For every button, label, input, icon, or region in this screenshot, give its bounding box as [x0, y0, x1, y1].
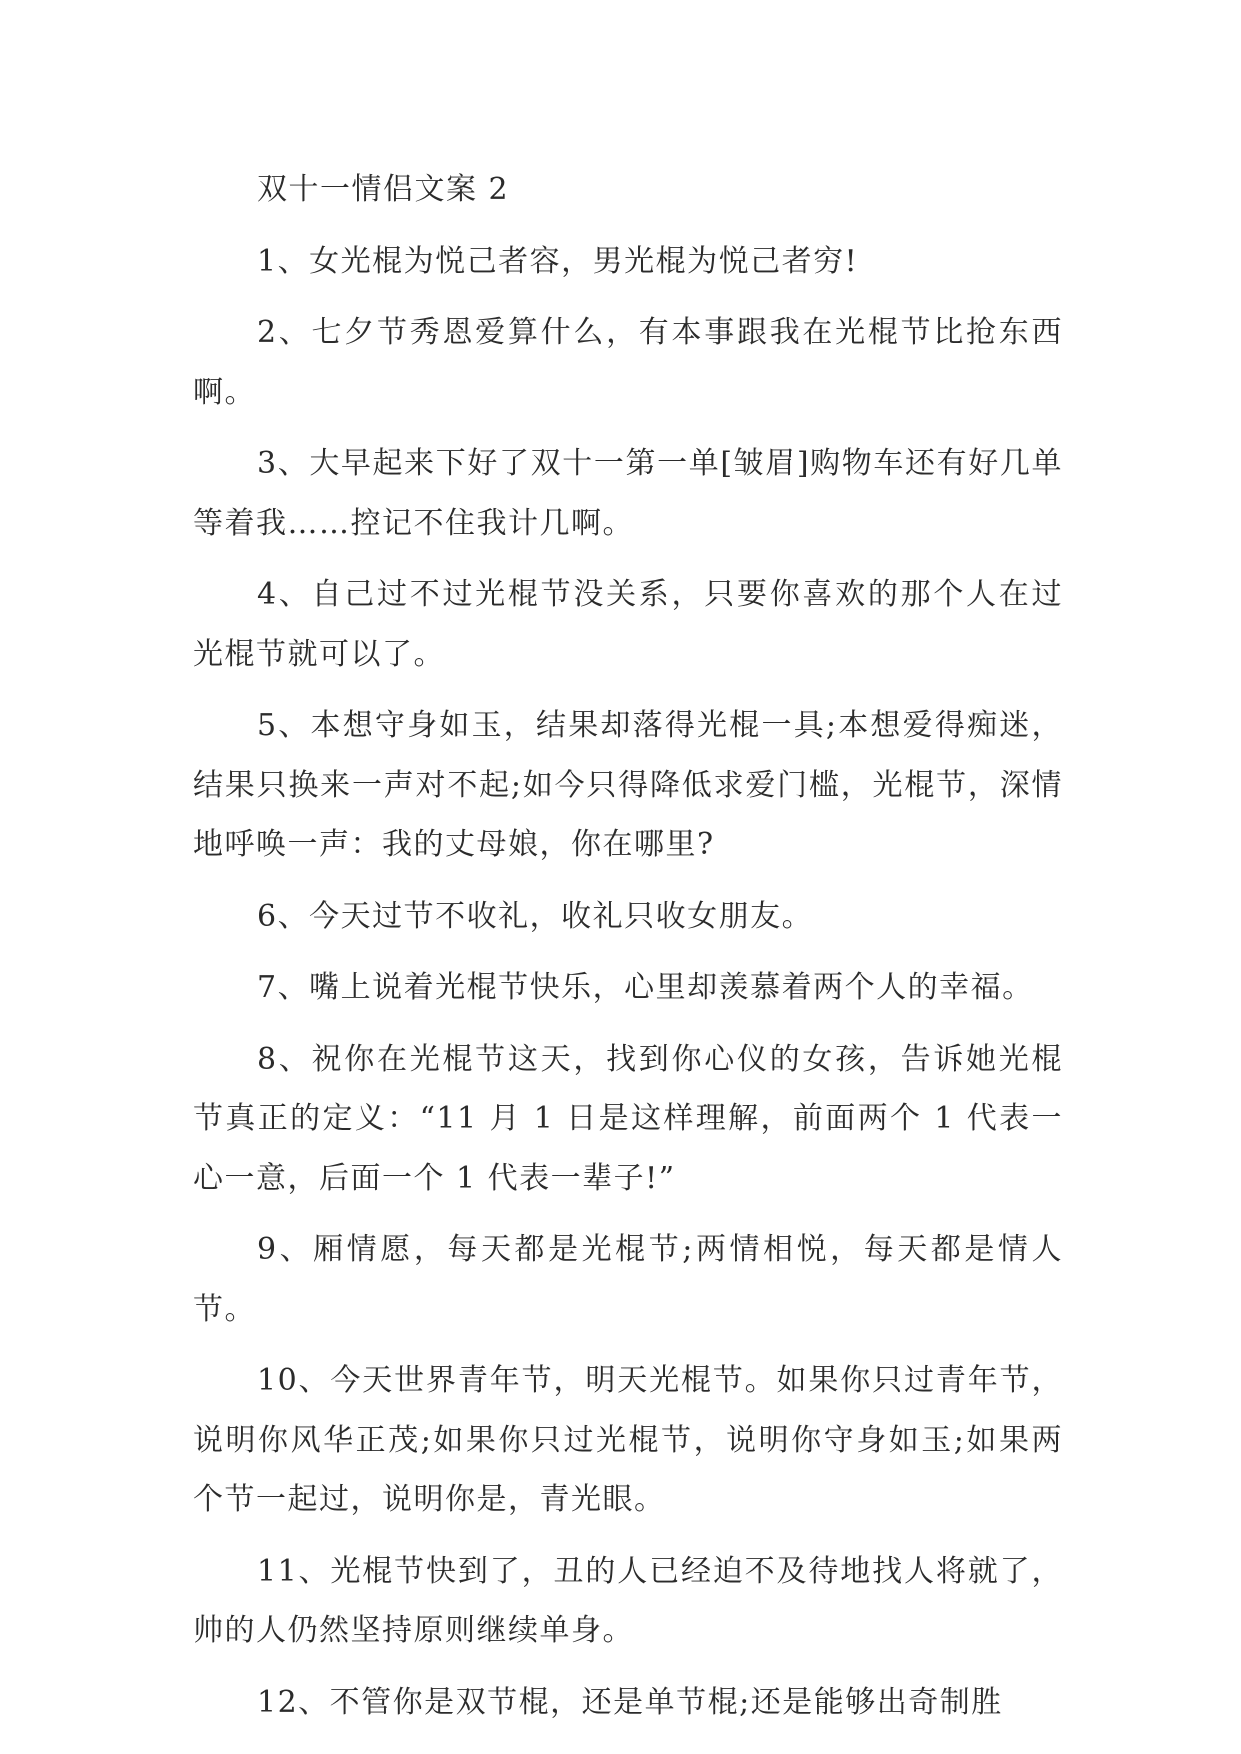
paragraph-11: 11、光棍节快到了，丑的人已经迫不及待地找人将就了，帅的人仍然坚持原则继续单身。 [193, 1553, 1063, 1648]
paragraph-2: 2、七夕节秀恩爱算什么，有本事跟我在光棍节比抢东西啊。 [193, 315, 1063, 410]
paragraph-5: 5、本想守身如玉，结果却落得光棍一具;本想爱得痴迷，结果只换来一声对不起;如今只得降低求爱门槛，光棍节，深情地呼唤一声：我的丈母娘，你在哪里? [193, 708, 1063, 862]
document-body [193, 160, 1063, 1744]
paragraph-3: 3、大早起来下好了双十一第一单[皱眉]购物车还有好几单等着我……控记不住我计几啊。 [193, 446, 1063, 541]
paragraph-4: 4、自己过不过光棍节没关系，只要你喜欢的那个人在过光棍节就可以了。 [193, 577, 1063, 672]
section-title: 双十一情侣文案 2 [257, 172, 510, 207]
paragraph-1: 1、女光棍为悦己者容，男光棍为悦己者穷! [257, 243, 859, 279]
paragraph-10: 10、今天世界青年节，明天光棍节。如果你只过青年节，说明你风华正茂;如果你只过光棍节，说明你守身如玉;如果两个节一起过，说明你是，青光眼。 [193, 1363, 1063, 1517]
paragraph-9: 9、厢情愿，每天都是光棍节;两情相悦，每天都是情人节。 [193, 1232, 1063, 1327]
paragraph-6: 6、今天过节不收礼，收礼只收女朋友。 [257, 898, 814, 934]
paragraph-7: 7、嘴上说着光棍节快乐，心里却羡慕着两个人的幸福。 [257, 970, 1034, 1005]
paragraph-8: 8、祝你在光棍节这天，找到你心仪的女孩，告诉她光棍节真正的定义：“11 月 1 日是这样理解，前面两个 1 代表一心一意，后面一个 1 代表一辈子!” [193, 1041, 1063, 1196]
paragraph-12: 12、不管你是双节棍，还是单节棍;还是能够出奇制胜 [257, 1684, 1003, 1720]
